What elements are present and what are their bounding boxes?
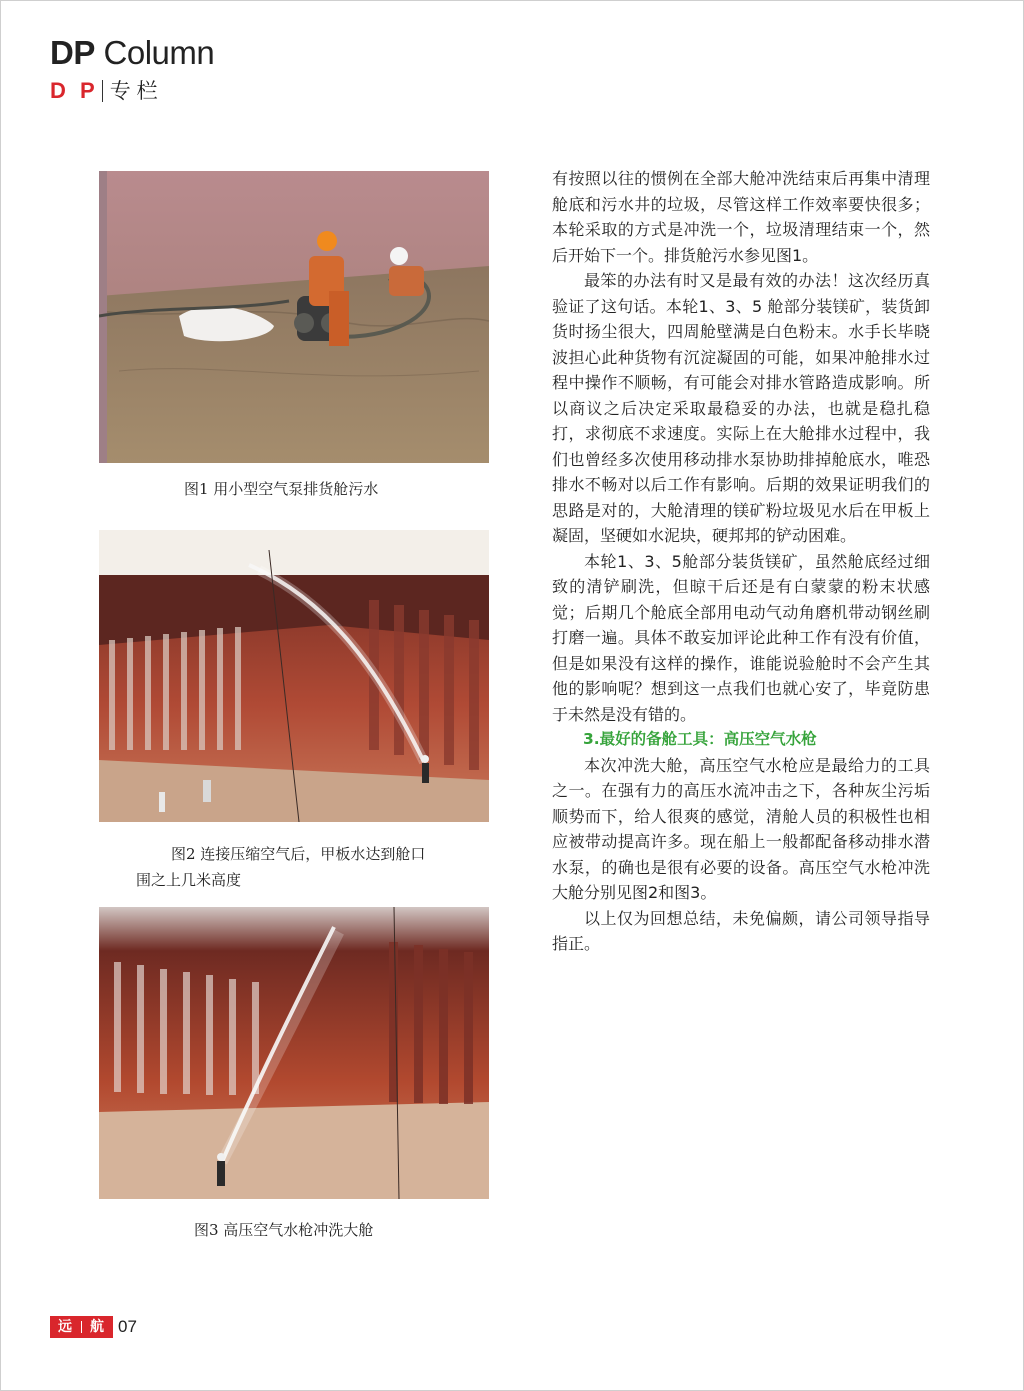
article-paragraph-2: 最笨的办法有时又是最有效的办法！这次经历真验证了这句话。本轮1、3、5 舱部分装镁矿，装货卸货时扬尘很大，四周舱壁满是白色粉末。水手长毕晓波担心此种货物有沉淀凝固的可能，如果冲舱排水过程中操作不顺畅，有可能会对排水管路造成影响。所以商议之后决定采取最稳妥的办法，也就是稳扎稳打，求彻底不求速度。实际上在大舱排水过程中，我们也曾经多次使用移动排水泵协助排掉舱底水，唯恐排水不畅对以后工作有影响。后期的效果证明我们的思路是对的，大舱清理的镁矿粉垃圾见水后在甲板上凝固，坚硬如水泥块，硬邦邦的铲动困难。 [552, 271, 930, 545]
figure-2-caption-line-1: 图2 连接压缩空气后，甲板水达到舱口 [171, 845, 426, 863]
figure-1-caption: 图1 用小型空气泵排货舱污水 [184, 480, 379, 498]
figure-2-caption [136, 841, 425, 893]
article-subheading: 3.最好的备舱工具：高压空气水枪 [583, 730, 817, 748]
article-paragraph-3: 本轮1、3、5舱部分装货镁矿，虽然舱底经过细致的清铲刷洗，但晾干后还是有白蒙蒙的粉末状感觉；后期几个舱底全部用电动气动角磨机带动钢丝刷打磨一遍。具体不敢妄加评论此种工作有没有价值，但是如果没有这样的操作，谁能说验舱时不会产生其他的影响呢？想到这一点我们也就心安了，毕竟防患于未然是没有错的。 [552, 551, 930, 724]
magazine-tag [50, 1316, 113, 1338]
figure-2-photo [99, 530, 489, 822]
column-header [50, 34, 214, 104]
figure-2-caption-line-2: 围之上几米高度 [136, 871, 242, 889]
figure-3-photo [99, 907, 489, 1199]
magazine-tag-divider [81, 1321, 82, 1333]
column-title-rest: Column [94, 34, 215, 71]
article-paragraph-5: 以上仅为回想总结，未免偏颇，请公司领导指导指正。 [552, 908, 930, 953]
article-paragraph-4: 本次冲洗大舱，高压空气水枪应是最给力的工具之一。在强有力的高压水流冲击之下，各种灰尘污垢顺势而下，给人很爽的感觉，清舱人员的积极性也相应被带动提高许多。现在船上一般都配备移动排水潜水泵，的确也是很有必要的设备。高压空气水枪冲洗大舱分别见图2和图3。 [552, 755, 930, 902]
article-body [552, 166, 930, 957]
column-title-bold: DP [50, 34, 95, 71]
magazine-tag-right: 航 [90, 1319, 105, 1335]
figure-3-caption: 图3 高压空气水枪冲洗大舱 [194, 1221, 374, 1239]
page-footer [50, 1316, 137, 1338]
magazine-tag-left: 远 [58, 1319, 73, 1335]
column-title [50, 34, 214, 72]
figure-1-photo [99, 171, 489, 463]
column-subtitle-zh: 专栏 [109, 79, 164, 103]
column-subtitle [50, 78, 214, 104]
article-paragraph-1: 有按照以往的惯例在全部大舱冲洗结束后再集中清理舱底和污水井的垃圾，尽管这样工作效率要快很多；本轮采取的方式是冲洗一个，垃圾清理结束一个，然后开始下一个。排货舱污水参见图1。 [552, 169, 930, 265]
column-subtitle-dp: D P [50, 78, 99, 103]
column-subtitle-divider [102, 80, 103, 102]
page-number: 07 [118, 1317, 137, 1336]
